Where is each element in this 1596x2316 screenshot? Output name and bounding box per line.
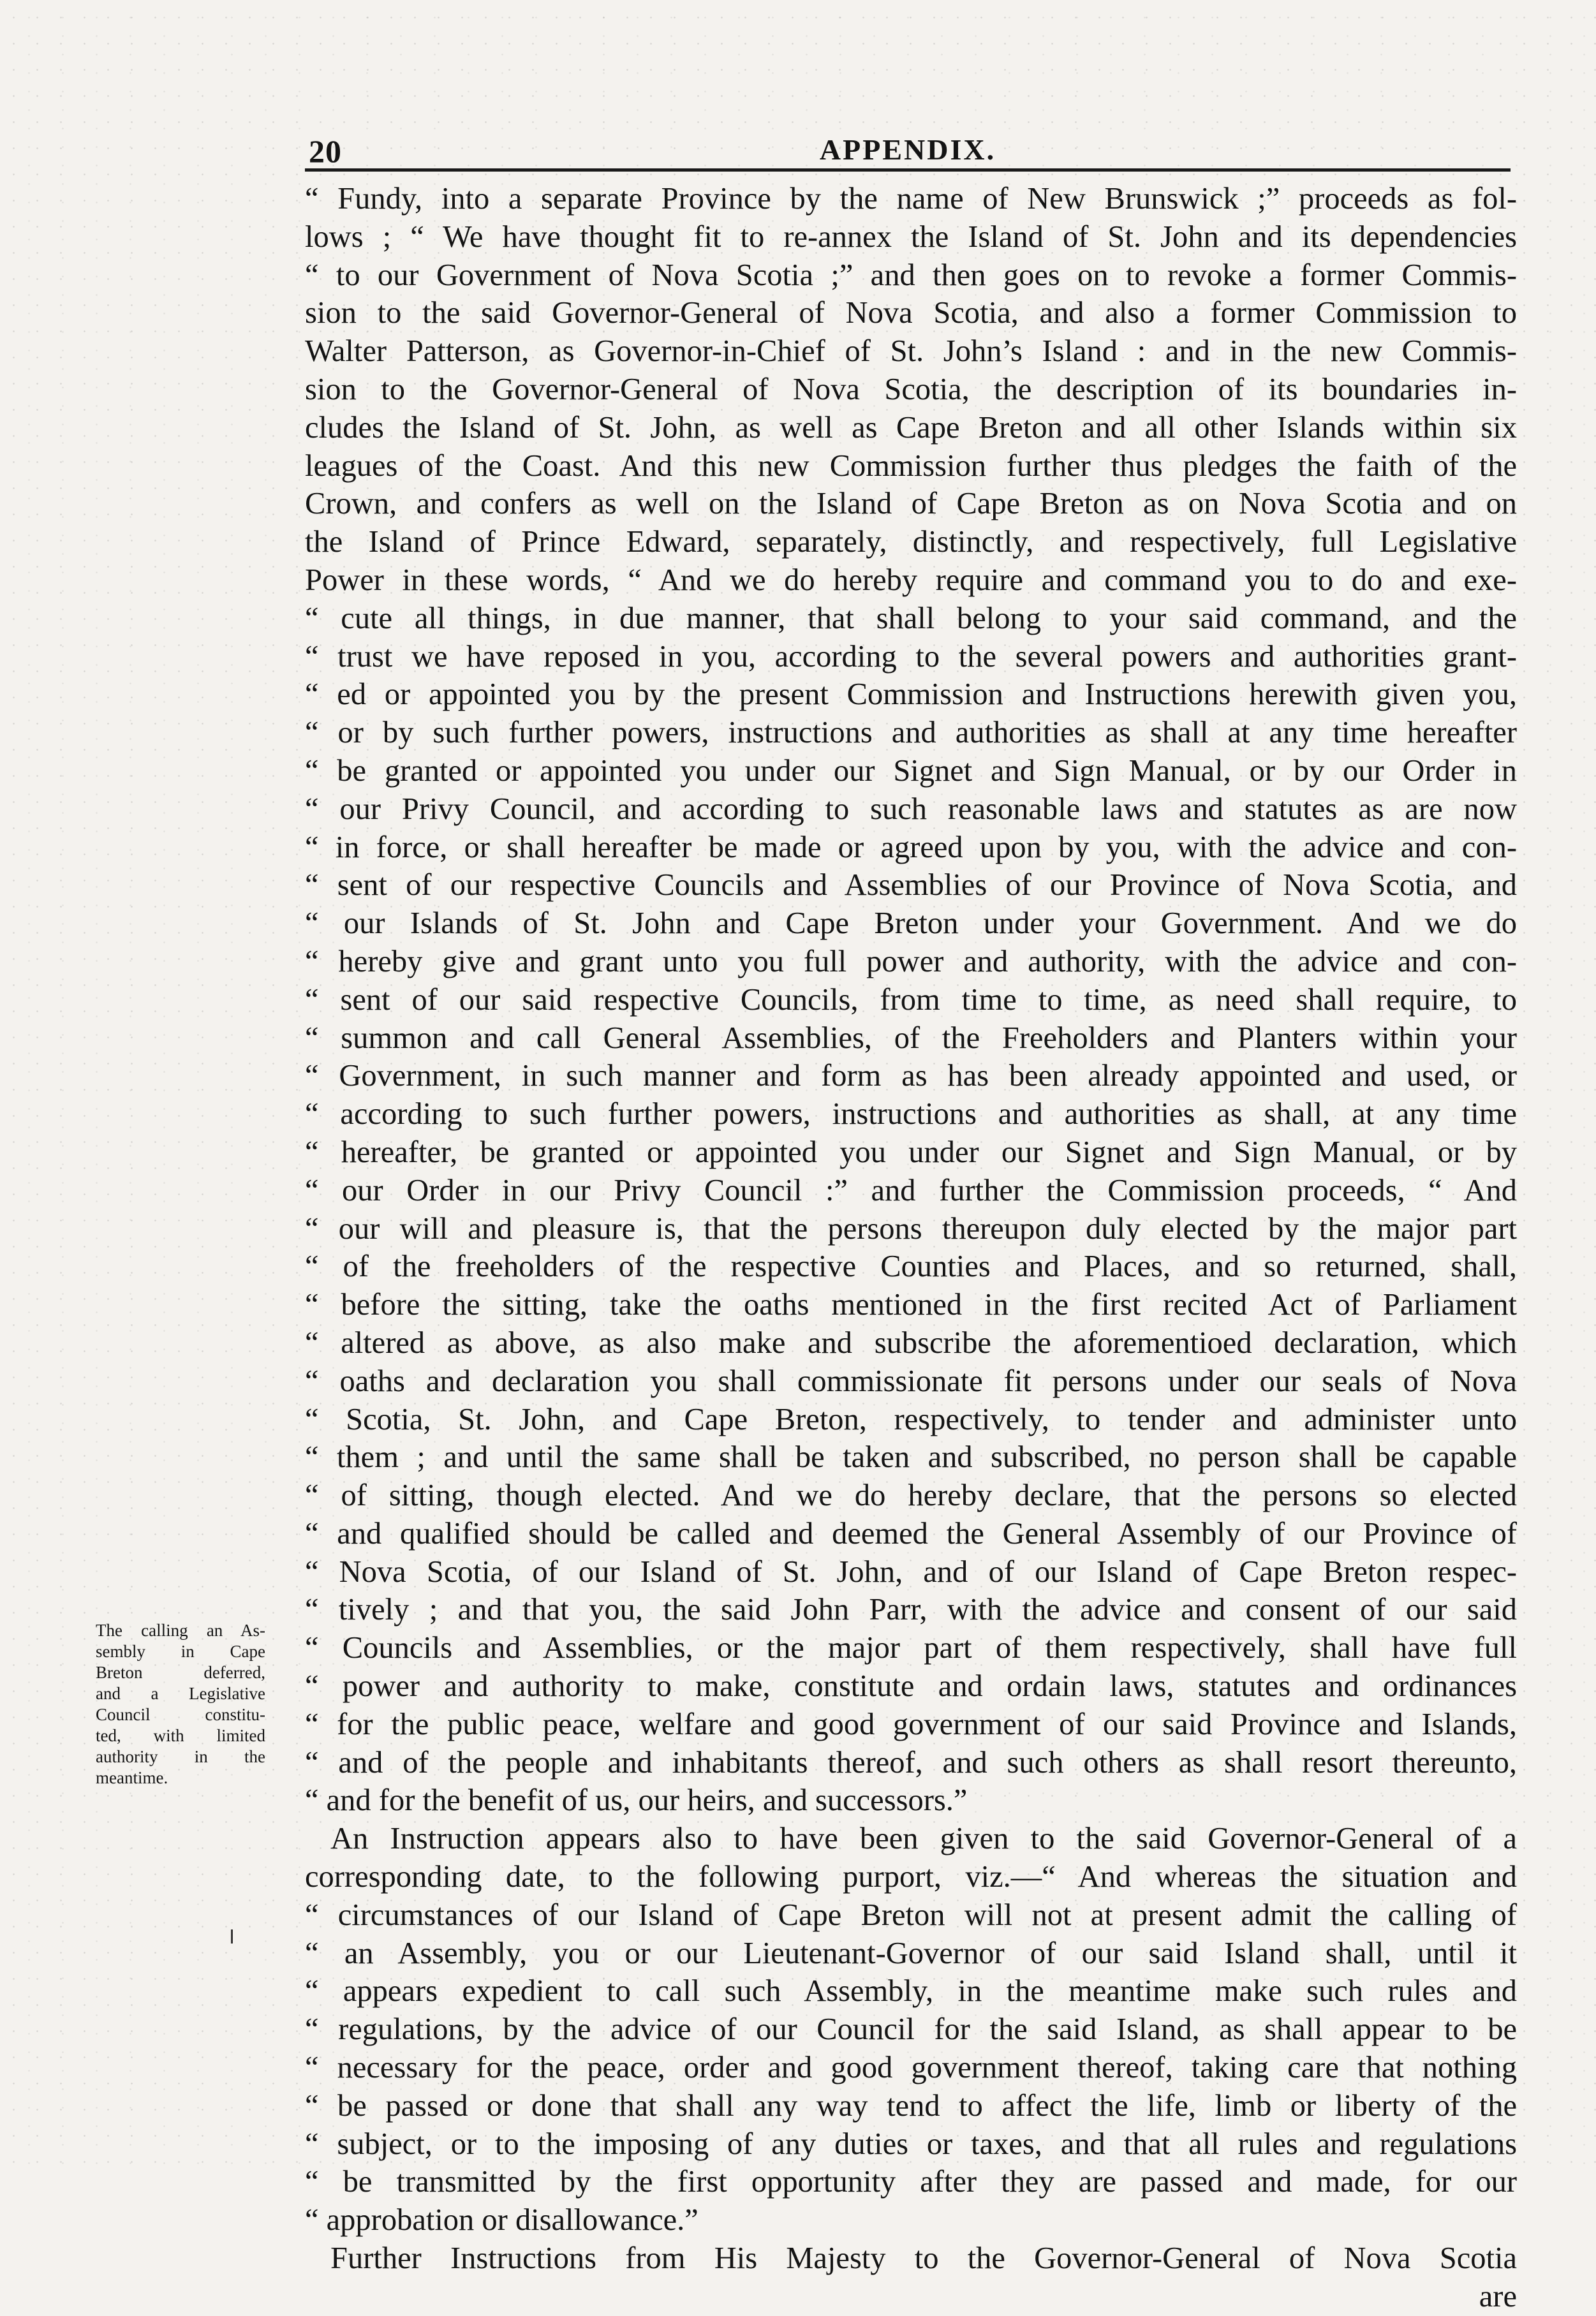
text-line: “ be passed or done that shall any way tend to affect the life, limb or liberty of the	[305, 2088, 1517, 2123]
text-line: Power in these words, “ And we do hereby require and command you to do and exe-	[305, 563, 1517, 597]
text-line: “ be granted or appointed you under our Signet and Sign Manual, or by our Order in	[305, 753, 1517, 788]
text-line: “ Scotia, St. John, and Cape Breton, respectively, to tender and administer unto	[305, 1402, 1517, 1436]
marginal-note-line: meantime.	[96, 1768, 168, 1787]
text-line: “ ed or appointed you by the present Commission and Instructions herewith given you,	[305, 677, 1517, 712]
catchword: are	[1479, 2279, 1517, 2313]
marginal-note-line: Breton deferred,	[96, 1663, 265, 1682]
text-line: Walter Patterson, as Governor-in-Chief of St. John’s Island : and in the new Commis-	[305, 334, 1517, 369]
text-line: “ Fundy, into a separate Province by the name of New Brunswick ;” proceeds as fol-	[305, 182, 1517, 216]
marginal-note	[96, 1620, 265, 1789]
marginal-note-line: The calling an As-	[96, 1621, 265, 1640]
text-line: “ be transmitted by the first opportunity after they are passed and made, for our	[305, 2165, 1517, 2199]
text-line: Crown, and confers as well on the Island of Cape Breton as on Nova Scotia and on	[305, 487, 1517, 521]
page-number: 20	[309, 133, 342, 169]
marginal-note-line: Council constitu-	[96, 1705, 265, 1724]
text-line: “ or by such further powers, instructions and authorities as shall at any time hereafter	[305, 716, 1517, 750]
marginal-note-line: authority in the	[96, 1747, 265, 1766]
text-line: “ them ; and until the same shall be taken and subscribed, no person shall be capable	[305, 1440, 1517, 1475]
text-line: lows ; “ We have thought fit to re-annex the Island of St. John and its dependencies	[305, 219, 1517, 254]
text-line: corresponding date, to the following purport, viz.—“ And whereas the situation and	[305, 1860, 1517, 1894]
text-line: “ for the public peace, welfare and good government of our said Province and Islands,	[305, 1707, 1517, 1741]
text-line: “ necessary for the peace, order and good government thereof, taking care that nothing	[305, 2051, 1517, 2085]
text-line: “ an Assembly, you or our Lieutenant-Governor of our said Island shall, until it	[305, 1936, 1517, 1970]
text-line: “ sent of our respective Councils and Assemblies of our Province of Nova Scotia, and	[305, 868, 1517, 903]
text-line: “ in force, or shall hereafter be made or agreed upon by you, with the advice and con-	[305, 830, 1517, 864]
text-line: “ power and authority to make, constitute and ordain laws, statutes and ordinances	[305, 1669, 1517, 1704]
text-line: “ appears expedient to call such Assembly, in the meantime make such rules and	[305, 1974, 1517, 2009]
text-line: “ subject, or to the imposing of any duties or taxes, and that all rules and regulations	[305, 2127, 1517, 2161]
text-line: “ before the sitting, take the oaths mentioned in the first recited Act of Parliament	[305, 1288, 1517, 1322]
text-line: “ our will and pleasure is, that the persons thereupon duly elected by the major part	[305, 1211, 1517, 1246]
text-line: “ according to such further powers, instructions and authorities as shall, at any time	[305, 1097, 1517, 1132]
running-head: APPENDIX.	[819, 133, 996, 166]
paragraph-start-line: An Instruction appears also to have been given to the said Governor-General of a	[330, 1822, 1517, 1856]
text-line: “ summon and call General Assemblies, of the Freeholders and Planters within your	[305, 1021, 1517, 1055]
text-line: “ hereby give and grant unto you full power and authority, with the advice and con-	[305, 944, 1517, 978]
marginal-note-line: sembly in Cape	[96, 1642, 265, 1661]
text-line: “ circumstances of our Island of Cape Breton will not at present admit the calling of	[305, 1898, 1517, 1932]
text-line: “ sent of our said respective Councils, from time to time, as need shall require, to	[305, 982, 1517, 1017]
marginal-note-line: ted, with limited	[96, 1726, 265, 1745]
text-line: “ to our Government of Nova Scotia ;” and then goes on to revoke a former Commis-	[305, 258, 1517, 292]
paragraph-start-line: Further Instructions from His Majesty to the Governor-General of Nova Scotia	[330, 2241, 1517, 2276]
body-text	[305, 180, 1517, 2316]
text-line: “ and qualified should be called and deemed the General Assembly of our Province of	[305, 1516, 1517, 1551]
text-line: “ our Privy Council, and according to such reasonable laws and statutes as are now	[305, 792, 1517, 826]
text-line: “ our Order in our Privy Council :” and further the Commission proceeds, “ And	[305, 1173, 1517, 1207]
text-line: “ of sitting, though elected. And we do hereby declare, that the persons so elected	[305, 1479, 1517, 1513]
text-line: “ trust we have reposed in you, according to the several powers and authorities grant-	[305, 639, 1517, 674]
text-line: “ hereafter, be granted or appointed you under our Signet and Sign Manual, or by	[305, 1135, 1517, 1169]
text-line: “ Councils and Assemblies, or the major part of them respectively, shall have full	[305, 1631, 1517, 1665]
text-line: leagues of the Coast. And this new Commission further thus pledges the faith of the	[305, 448, 1517, 483]
text-line: “ Nova Scotia, of our Island of St. John, and of our Island of Cape Breton respec-	[305, 1554, 1517, 1589]
text-line: “ oaths and declaration you shall commissionate fit persons under our seals of Nova	[305, 1364, 1517, 1398]
text-line: “ of the freeholders of the respective Counties and Places, and so returned, shall,	[305, 1250, 1517, 1284]
text-line: “ and of the people and inhabitants thereof, and such others as shall resort thereunto,	[305, 1745, 1517, 1780]
text-line: cludes the Island of St. John, as well as Cape Breton and all other Islands within six	[305, 410, 1517, 445]
text-line: “ tively ; and that you, the said John Parr, with the advice and consent of our said	[305, 1593, 1517, 1627]
text-line: “ cute all things, in due manner, that shall belong to your said command, and the	[305, 601, 1517, 635]
text-line: “ approbation or disallowance.”	[305, 2203, 698, 2238]
page-header	[305, 128, 1511, 172]
text-line: the Island of Prince Edward, separately, distinctly, and respectively, full Legislative	[305, 525, 1517, 559]
text-line: “ altered as above, as also make and subscribe the aforementioed declaration, which	[305, 1325, 1517, 1360]
text-line: sion to the said Governor-General of Nova Scotia, and also a former Commission to	[305, 296, 1517, 330]
stray-ink-mark	[231, 1929, 233, 1944]
text-line: “ regulations, by the advice of our Council for the said Island, as shall appear to be	[305, 2012, 1517, 2047]
text-line: “ and for the benefit of us, our heirs, and successors.”	[305, 1783, 968, 1818]
text-line: “ our Islands of St. John and Cape Breton under your Government. And we do	[305, 906, 1517, 941]
text-line: “ Government, in such manner and form as has been already appointed and used, or	[305, 1059, 1517, 1093]
text-line: sion to the Governor-General of Nova Scotia, the description of its boundaries in-	[305, 372, 1517, 406]
marginal-note-line: and a Legislative	[96, 1684, 265, 1703]
